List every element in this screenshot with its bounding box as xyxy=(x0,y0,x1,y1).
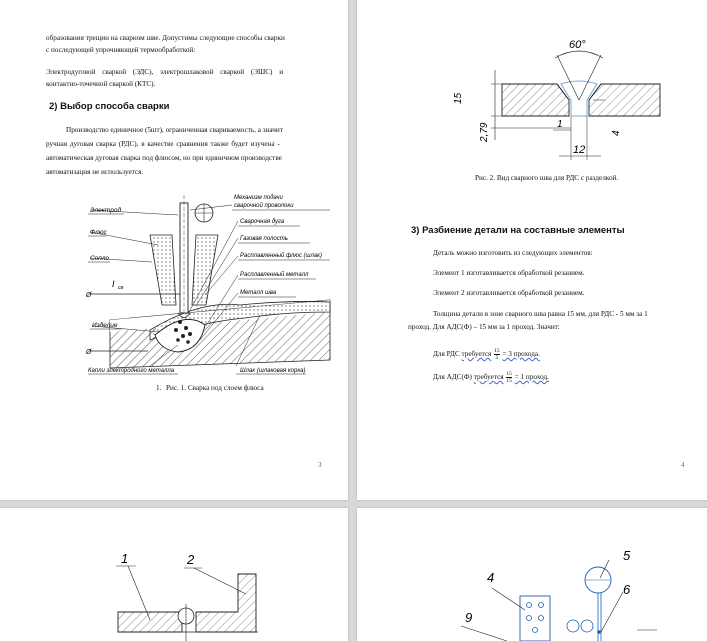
label-electrode: Электрод xyxy=(90,207,122,214)
formula-rds-numerator: 15 xyxy=(494,348,500,354)
para2-line1: Электродуговой сваркой (ЭДС), электрошлаковой сваркой (ЭШС) и xyxy=(46,68,284,76)
page-4 xyxy=(357,0,707,500)
formula-ads-fraction xyxy=(506,371,512,384)
label-feed2: сварочной проволоки xyxy=(234,203,294,209)
dim-1: 1 xyxy=(557,119,563,130)
label-molten-metal: Расплавленный металл xyxy=(240,272,309,278)
page-5 xyxy=(0,508,348,641)
section-heading-2: 2) Выбор способа сварки xyxy=(49,101,170,112)
formula-rds-result: = 3 прохода. xyxy=(502,350,540,359)
ground-symbol-2: Ø xyxy=(86,349,92,356)
formula-ads-numerator: 15 xyxy=(506,371,512,377)
label-weld-metal: Металл шва xyxy=(240,290,277,296)
page4-para1: Деталь можно изготовить из следующих элементов: xyxy=(433,249,593,257)
page4-para2: Элемент 1 изготавливается обработкой резанием. xyxy=(433,269,585,277)
setup-label-9: 9 xyxy=(465,610,473,625)
page4-para3: Элемент 2 изготавливается обработкой резанием. xyxy=(433,289,585,297)
formula-ads-result: = 1 проход. xyxy=(514,373,549,382)
label-droplets: Капли электродного металла xyxy=(88,368,175,374)
para1-line2: с последующей упрочняющей термообработкой: xyxy=(46,46,196,54)
para2-line2: контактно-точечной сваркой (КТС). xyxy=(46,80,156,88)
formula-rds-prefix: Для РДС xyxy=(433,350,460,359)
label-current-sub: св xyxy=(118,285,124,291)
page-3 xyxy=(0,0,348,500)
part-label-1: 1 xyxy=(121,551,129,566)
figure2-caption: Рис. 2. Вид сварного шва для РДС с разделкой. xyxy=(475,174,619,182)
figure1-caption: Рис. 1. Сварка под слоем флюса xyxy=(166,384,264,392)
angle-60: 60° xyxy=(569,39,586,51)
submerged-arc-welding-figure xyxy=(0,0,348,500)
page-number-3: 3 xyxy=(318,461,322,469)
part-drawing-elements xyxy=(0,508,348,641)
ground-symbol-1: Ø xyxy=(86,292,92,299)
formula-rds xyxy=(433,348,540,361)
label-feed: Механизм подачи xyxy=(234,195,283,201)
label-slag: Шлак (шлаковая корка) xyxy=(240,368,306,374)
section-heading-3: 3) Разбиение детали на составные элементы xyxy=(411,225,625,236)
setup-label-6: 6 xyxy=(623,582,631,597)
formula-rds-denominator: 5 xyxy=(495,355,499,361)
figure1-caption-number: 1. xyxy=(156,384,162,392)
formula-ads-prefix: Для АДС(Ф) xyxy=(433,373,472,382)
page-6 xyxy=(357,508,707,641)
weld-groove-drawing xyxy=(357,0,707,200)
para1-line1: образования трещин на сварном шве. Допустимы следующие способы сварки xyxy=(46,34,285,42)
formula-ads xyxy=(433,371,549,384)
welding-setup-drawing xyxy=(357,508,707,641)
part-label-2: 2 xyxy=(187,552,195,567)
label-nozzle: Сопло xyxy=(90,255,110,262)
formula-rds-fraction xyxy=(494,348,500,361)
label-current: I xyxy=(112,279,115,289)
label-flux: Флюс xyxy=(90,229,107,236)
label-arc: Сварочная дуга xyxy=(240,219,285,225)
label-molten-flux: Расплавленный флюс (шлак) xyxy=(240,253,323,259)
dim-12: 12 xyxy=(573,144,586,156)
formula-rds-word: требуется xyxy=(461,350,492,359)
label-workpiece: Изделие xyxy=(92,322,118,329)
setup-label-4: 4 xyxy=(487,570,495,585)
page4-para4-line2: проход. Для АДС(Ф) – 15 мм за 1 проход. Значит: xyxy=(408,323,560,331)
page4-para4-line1: Толщина детали в зоне сварного шва равна 15 мм, для РДС - 5 мм за 1 xyxy=(433,310,648,318)
label-gas: Газовая полость xyxy=(240,236,288,242)
dim-15: 15 xyxy=(453,92,464,104)
dim-4: 4 xyxy=(611,130,622,136)
para3-line4: автоматизация не используется. xyxy=(46,168,144,176)
formula-ads-word: требуется xyxy=(473,373,504,382)
setup-label-5: 5 xyxy=(623,548,631,563)
page-number-4: 4 xyxy=(681,461,685,469)
para3-line2: ручная дуговая сварка (РДС), в качестве сравнения также будет изучена - xyxy=(46,140,280,148)
para3-line1: Производство единичное (5шт), ограниченная свариваемость, а значит xyxy=(66,126,283,134)
formula-ads-denominator: 15 xyxy=(506,378,512,384)
para3-line3: автоматическая дуговая сварка под флюсом, но при единичном производстве xyxy=(46,154,282,162)
dim-2-79: 2,79 xyxy=(479,122,490,142)
